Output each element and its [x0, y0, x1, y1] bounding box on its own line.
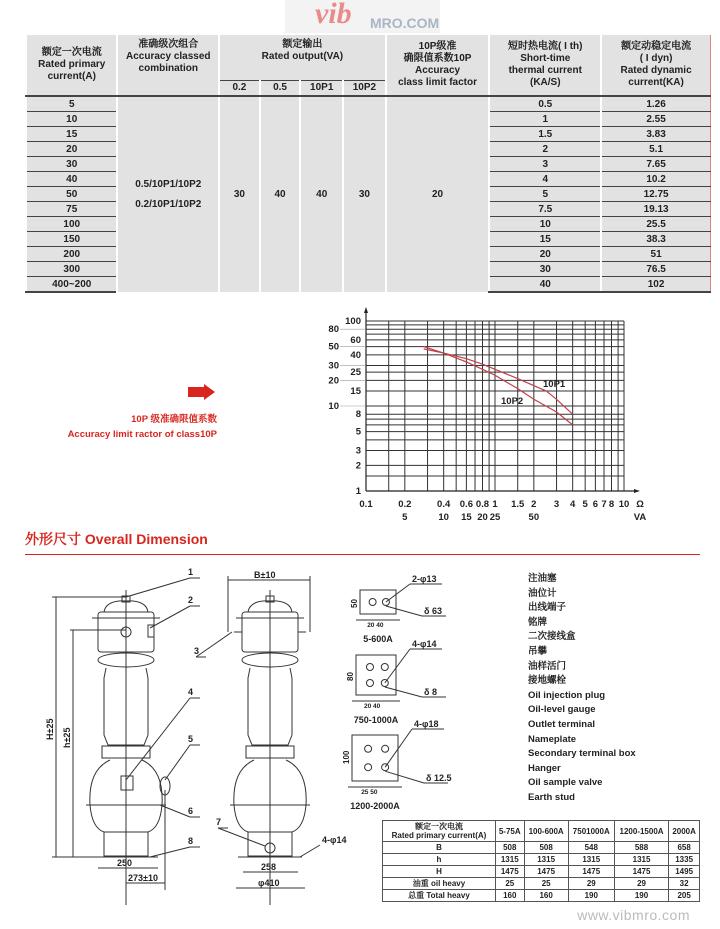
dim-value-cell: 588	[614, 842, 668, 854]
thermal-current-cell: 1.5	[489, 127, 601, 142]
dim-row-label: h	[383, 854, 496, 866]
dim-column-header: 100-600A	[524, 821, 568, 842]
thermal-current-cell: 15	[489, 232, 601, 247]
va-tick-label: 15	[461, 512, 472, 523]
x-tick-label: 8	[608, 499, 615, 510]
dynamic-current-cell: 19.13	[601, 202, 710, 217]
primary-current-cell: 30	[26, 157, 117, 172]
callout-leader	[218, 828, 265, 846]
part-legend	[528, 572, 636, 806]
terminal-pitch-label: 25 50	[361, 789, 378, 796]
dynamic-current-cell: 5.1	[601, 142, 710, 157]
primary-current-cell: 50	[26, 187, 117, 202]
primary-current-cell: 300	[26, 262, 117, 277]
thermal-current-cell: 1	[489, 112, 601, 127]
callout-number: 4	[188, 687, 194, 697]
dim-column-header: 5-75A	[495, 821, 524, 842]
x-tick-label: 6	[592, 499, 599, 510]
dim-value-cell: 1335	[669, 854, 700, 866]
table-row	[383, 878, 700, 890]
dynamic-current-cell: 76.5	[601, 262, 710, 277]
thermal-current-cell: 3	[489, 157, 601, 172]
x-tick-label: 5	[582, 499, 588, 510]
va-tick-label: 25	[489, 512, 501, 523]
terminal-hole-icon	[365, 764, 372, 771]
terminal-plate-750-1000	[356, 655, 396, 695]
y-tick-label: 40	[350, 349, 361, 361]
thermal-current-cell: 40	[489, 277, 601, 293]
limit-factor-cell: 20	[386, 96, 490, 292]
logo-text: vib	[315, 0, 352, 30]
callout-number: 1	[188, 567, 194, 577]
x-tick-label: 2	[531, 499, 537, 510]
legend-item: Nameplate	[528, 733, 577, 745]
y-tick-label: 5	[355, 426, 361, 438]
dynamic-current-cell: 25.5	[601, 217, 710, 232]
y-tick-label: 80	[328, 324, 339, 336]
header-rated-output: 额定输出 Rated output(VA)	[219, 35, 386, 81]
dim-row-label: B	[383, 842, 496, 854]
x-tick-label: 4	[570, 499, 576, 510]
legend-item: Oil injection plug	[528, 689, 606, 701]
dim-B-label: B±10	[254, 570, 276, 580]
dimension-table	[382, 820, 700, 902]
rated-output-cell: 40	[260, 96, 301, 292]
legend-item: Hanger	[528, 762, 561, 774]
dim-value-cell: 190	[614, 890, 668, 902]
callout-leader	[150, 606, 190, 628]
dim-value-cell: 190	[568, 890, 614, 902]
dim-value-cell: 29	[614, 878, 668, 890]
primary-current-cell: 20	[26, 142, 117, 157]
dim-value-cell: 25	[495, 878, 524, 890]
legend-item: 吊攀	[528, 645, 548, 657]
y-tick-label: 100	[345, 316, 361, 327]
va-tick-label: 50	[528, 512, 540, 523]
va-unit-label: VA	[633, 512, 647, 523]
dim-value-cell: 29	[568, 878, 614, 890]
callout-number: 5	[188, 734, 194, 744]
series-label-10p2: 10P2	[501, 396, 524, 407]
dynamic-current-cell: 12.75	[601, 187, 710, 202]
primary-current-cell: 75	[26, 202, 117, 217]
header-output-0.2: 0.2	[219, 81, 260, 97]
terminal-range-label: 5-600A	[363, 634, 393, 644]
legend-item: 油样活门	[528, 660, 567, 672]
thermal-current-cell: 5	[489, 187, 601, 202]
dynamic-current-cell: 38.3	[601, 232, 710, 247]
legend-item: 铭牌	[528, 616, 548, 628]
dim-value-cell: 1475	[568, 866, 614, 878]
dynamic-current-cell: 1.26	[601, 96, 710, 112]
terminal-pitch-label: 20 40	[367, 622, 384, 629]
logo-suffix: MRO.COM	[370, 15, 440, 31]
thermal-current-cell: 2	[489, 142, 601, 157]
va-tick-label: 10	[438, 512, 449, 523]
primary-current-cell: 10	[26, 112, 117, 127]
dynamic-current-cell: 7.65	[601, 157, 710, 172]
terminal-plate-5-600	[360, 590, 396, 614]
y-tick-label: 2	[355, 460, 361, 472]
x-tick-label: 10	[618, 499, 630, 510]
primary-current-cell: 40	[26, 172, 117, 187]
terminal-thickness-label: δ 12.5	[426, 773, 452, 783]
table-row	[383, 890, 700, 902]
dimension-line	[300, 845, 320, 857]
terminal-hole-icon	[369, 599, 376, 606]
dim-h-label: h±25	[62, 727, 72, 748]
x-tick-label: 1.5	[511, 499, 525, 510]
dim-value-cell: 25	[524, 878, 568, 890]
dim-value-cell: 548	[568, 842, 614, 854]
dynamic-current-cell: 10.2	[601, 172, 710, 187]
y-tick-label: 30	[328, 360, 339, 372]
thermal-current-cell: 7.5	[489, 202, 601, 217]
primary-current-cell: 200	[26, 247, 117, 262]
x-tick-label: 0.4	[437, 499, 451, 510]
callout-number: 6	[188, 806, 194, 816]
base-holes-label: 4-φ14	[322, 835, 347, 845]
y-tick-label: 8	[355, 409, 361, 421]
header-output-10p1: 10P1	[300, 81, 343, 97]
header-limit-factor: 10P级准 确限值系数10P Accuracy class limit factor	[386, 35, 490, 96]
callout-number: 3	[194, 646, 200, 656]
dim-value-cell: 1475	[495, 866, 524, 878]
terminal-hole-icon	[367, 680, 374, 687]
header-output-10p2: 10P2	[343, 81, 386, 97]
dim-header-label: 额定一次电流 Rated primary current(A)	[383, 821, 496, 842]
va-tick-label: 20	[477, 512, 488, 523]
dynamic-current-cell: 2.55	[601, 112, 710, 127]
table-row	[383, 866, 700, 878]
dim-H-label: H±25	[45, 718, 55, 740]
y-tick-label: 3	[355, 445, 361, 457]
table-row	[383, 842, 700, 854]
y-tick-label: 20	[328, 375, 339, 387]
primary-current-cell: 5	[26, 96, 117, 112]
terminal-hole-icon	[381, 664, 388, 671]
dim-value-cell: 508	[495, 842, 524, 854]
dim-value-cell: 658	[669, 842, 700, 854]
y-tick-label: 1	[355, 486, 361, 497]
terminal-hole-icon	[382, 745, 389, 752]
dim-column-header: 2000A	[669, 821, 700, 842]
terminal-thickness-label: δ 63	[424, 606, 442, 616]
terminal-holes-label: 4-φ14	[412, 639, 437, 649]
callout-number: 8	[188, 836, 194, 846]
y-tick-label: 15	[350, 386, 361, 398]
primary-current-cell: 150	[26, 232, 117, 247]
dim-258-label: 258	[261, 862, 277, 872]
callout-number: 7	[216, 817, 222, 827]
section-title: 外形尺寸 Overall Dimension	[25, 531, 208, 547]
callout-leader	[150, 847, 190, 857]
thermal-current-cell: 20	[489, 247, 601, 262]
header-output-0.5: 0.5	[260, 81, 301, 97]
dim-column-header: 1200-1500A	[614, 821, 668, 842]
terminal-height-label: 50	[350, 599, 359, 608]
dim-value-cell: 508	[524, 842, 568, 854]
y-tick-label: 10	[328, 401, 339, 412]
dim-250-label: 250	[117, 858, 133, 868]
terminal-range-label: 750-1000A	[353, 715, 399, 725]
dim-row-label: 总重 Total heavy	[383, 890, 496, 902]
dim-column-header: 7501000A	[568, 821, 614, 842]
dim-value-cell: 1495	[669, 866, 700, 878]
header-rated-primary: 额定一次电流 Rated primary current(A)	[26, 35, 117, 96]
x-unit-label: Ω	[636, 499, 644, 510]
rated-output-cell: 30	[219, 96, 260, 292]
va-tick-label: 5	[402, 512, 408, 523]
terminal-hole-icon	[367, 664, 374, 671]
dim-value-cell: 32	[669, 878, 700, 890]
legend-item: Oil-level gauge	[528, 704, 596, 716]
dim-value-cell: 1315	[568, 854, 614, 866]
dim-value-cell: 1475	[614, 866, 668, 878]
legend-item: 油位计	[528, 587, 557, 599]
y-tick-label: 50	[328, 341, 339, 353]
dim-value-cell: 160	[524, 890, 568, 902]
x-tick-label: 0.8	[475, 499, 490, 510]
chart-caption-en: Accuracy limit ractor of class10P	[67, 429, 217, 440]
primary-current-cell: 100	[26, 217, 117, 232]
x-tick-label: 7	[601, 499, 607, 510]
legend-item: 注油塞	[528, 573, 557, 584]
primary-current-cell: 15	[26, 127, 117, 142]
x-tick-label: 3	[553, 499, 560, 510]
legend-item: 出线端子	[528, 602, 567, 614]
callout-leader	[126, 578, 190, 597]
dim-row-label: H	[383, 866, 496, 878]
rated-output-cell: 30	[343, 96, 386, 292]
y-tick-label: 25	[350, 367, 361, 379]
legend-item: Secondary terminal box	[528, 748, 636, 760]
terminal-holes-label: 4-φ18	[414, 719, 439, 729]
chart-caption-cn: 10P 级准确限值系数	[131, 414, 217, 425]
dynamic-current-cell: 51	[601, 247, 710, 262]
thermal-current-cell: 4	[489, 172, 601, 187]
x-tick-label: 1	[492, 499, 498, 510]
terminal-pitch-label: 20 40	[364, 703, 381, 710]
x-tick-label: 0.2	[398, 499, 412, 510]
thermal-current-cell: 30	[489, 262, 601, 277]
legend-item: 接地螺栓	[528, 675, 567, 687]
terminal-height-label: 80	[346, 672, 355, 681]
callout-leader	[165, 745, 190, 780]
legend-item: Oil sample valve	[528, 777, 603, 789]
footer-url: www.vibmro.com	[577, 907, 690, 923]
thermal-current-cell: 0.5	[489, 96, 601, 112]
dim-value-cell: 205	[669, 890, 700, 902]
thermal-current-cell: 10	[489, 217, 601, 232]
dim-value-cell: 1315	[524, 854, 568, 866]
dim-table-header	[383, 821, 700, 842]
callout-leader	[196, 632, 232, 657]
header-thermal-current: 短时热电流( I th) Short-time thermal current (KA/S)	[489, 35, 601, 96]
dim-value-cell: 1315	[495, 854, 524, 866]
dynamic-current-cell: 3.83	[601, 127, 710, 142]
terminal-height-label: 100	[342, 750, 351, 764]
table-row	[383, 854, 700, 866]
legend-item: Earth stud	[528, 791, 575, 803]
primary-current-cell: 400~200	[26, 277, 117, 293]
dynamic-current-cell: 102	[601, 277, 710, 293]
dim-410-label: φ410	[258, 878, 280, 888]
rated-output-cell: 40	[300, 96, 343, 292]
series-label-10p1: 10P1	[543, 379, 566, 390]
terminal-thickness-label: δ 8	[424, 687, 437, 697]
legend-item: 二次接线盒	[528, 631, 576, 643]
header-dynamic-current: 额定动稳定电流 ( I dyn) Rated dynamic current(KA)	[601, 35, 710, 96]
callout-leader	[126, 698, 190, 780]
y-tick-label: 60	[350, 334, 361, 346]
dim-value-cell: 1475	[524, 866, 568, 878]
dim-value-cell: 160	[495, 890, 524, 902]
callout-number: 2	[188, 595, 194, 605]
dim-row-label: 油重 oil heavy	[383, 878, 496, 890]
terminal-range-label: 1200-2000A	[350, 801, 400, 811]
legend-item: Outlet terminal	[528, 718, 596, 730]
dim-value-cell: 1315	[614, 854, 668, 866]
terminal-holes-label: 2-φ13	[412, 574, 437, 584]
header-accuracy-combination: 准确级次组合 Accuracy classed combination	[117, 35, 219, 96]
accuracy-combination-cell: 0.5/10P1/10P2 0.2/10P1/10P2	[117, 96, 219, 292]
x-tick-label: 0.6	[459, 499, 473, 510]
terminal-hole-icon	[365, 745, 372, 752]
dimension-line	[386, 584, 410, 602]
dim-273-label: 273±10	[128, 873, 158, 883]
x-tick-label: 0.1	[359, 499, 373, 510]
